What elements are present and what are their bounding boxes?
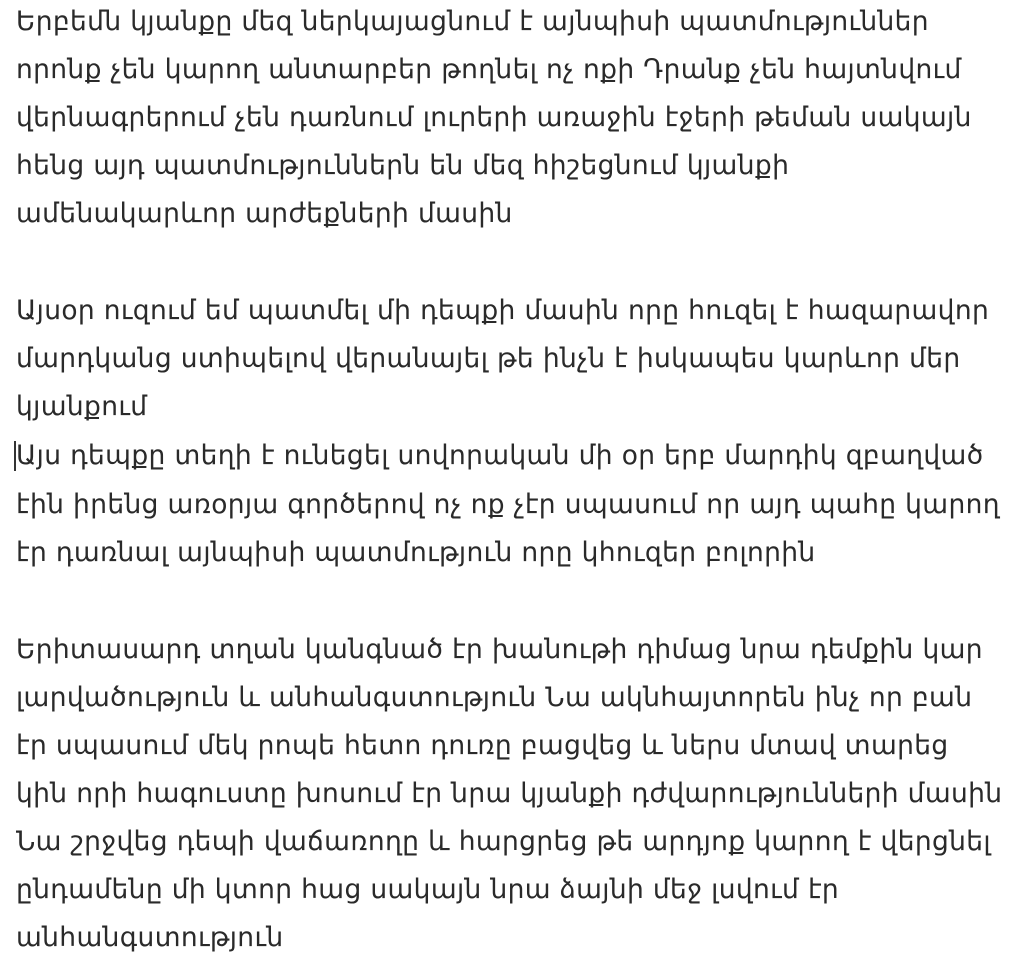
- text-line: ընդամենը մի կտոր հաց սակայն նրա ձայնի մեջ լսվում էր: [16, 874, 840, 905]
- text-line: էին իրենց առօրյա գործերով ոչ ոք չէր սպասում որ այդ պահը կարող: [16, 489, 1000, 520]
- text-line: ամենակարևոր արժեքների մասին: [16, 198, 513, 229]
- text-line: մարդկանց ստիպելով վերանայել թե ինչն է իսկապես կարևոր մեր: [16, 343, 961, 374]
- text-line: հենց այդ պատմություններն են մեզ հիշեցնում կյանքի: [16, 150, 790, 181]
- text-line: Նա շրջվեց դեպի վաճառողը և հարցրեց թե արդյոք կարող է վերցնել: [16, 826, 991, 857]
- text-line: անհանգստություն: [16, 922, 284, 953]
- text-line: վերնագրերում չեն դառնում լուրերի առաջին էջերի թեման սակայն: [16, 102, 972, 133]
- text-line: Այսօր ուզում եմ պատմել մի դեպքի մասին որը հուզել է հազարավոր: [16, 295, 990, 326]
- text-line: որոնք չեն կարող անտարբեր թողնել ոչ ոքի Դրանք չեն հայտնվում: [16, 54, 962, 85]
- text-cursor: [14, 441, 16, 471]
- text-line: Երբեմն կյանքը մեզ ներկայացնում է այնպիսի պատմություններ: [16, 6, 929, 37]
- text-line: կին որի հագուստը խոսում էր նրա կյանքի դժվարությունների մասին: [16, 778, 1003, 809]
- text-line: կյանքում: [16, 391, 148, 422]
- text-line: Երիտասարդ տղան կանգնած էր խանութի դիմաց նրա դեմքին կար: [16, 634, 983, 665]
- text-line: էր դառնալ այնպիսի պատմություն որը կհուզեր բոլորին: [16, 537, 816, 568]
- text-line: լարվածություն և անհանգստություն Նա ակնհայտորեն ինչ որ բան: [16, 682, 973, 713]
- text-line: Այս դեպքը տեղի է ունեցել սովորական մի օր երբ մարդիկ զբաղված: [16, 440, 984, 471]
- text-line: էր սպասում մեկ րոպե հետո դուռը բացվեց և ներս մտավ տարեց: [16, 730, 949, 761]
- document-text-area[interactable]: [16, 0, 1016, 971]
